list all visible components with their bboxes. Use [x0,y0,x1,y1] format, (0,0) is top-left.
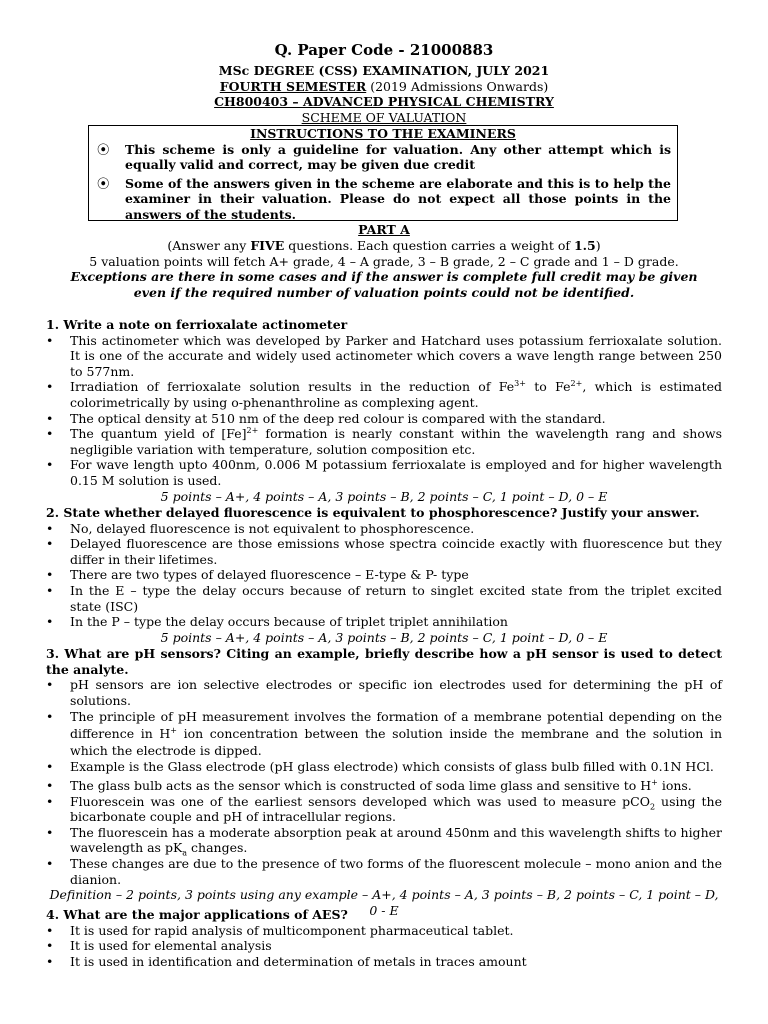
list-item [46,677,722,708]
instruction-item [89,176,677,223]
point-text: Irradiation of ferrioxalate solution results in the reduction of Fe [70,379,515,395]
bullet-icon: • [46,709,54,725]
superscript: 2+ [570,379,583,389]
point-text: In the E – type the delay occurs because of return to singlet excited state from the triplet excited state (ISC) [70,582,722,614]
paper-code: Q. Paper Code - 21000883 [274,41,494,59]
bullet-icon: • [46,582,54,598]
superscript: + [651,777,658,787]
grade-line: Definition – 2 points, 3 points using any example – A+, 4 points – A, 3 points – B, 2 points – C, 1 point – D, 0 - E [49,887,719,918]
bullet-icon: • [46,938,54,954]
answer-points [46,333,722,489]
superscript: + [170,726,177,736]
scheme-title: SCHEME OF VALUATION [301,110,467,125]
point-text: The fluorescein has a moderate absorption peak at around 450nm and this wavelength shifts to higher wavelength as pK [70,824,722,856]
circle-bullet-icon: ⦿ [97,175,110,191]
point-text: These changes are due to the presence of two forms of the fluorescent molecule – mono anion and the dianion. [70,855,722,887]
grade-line: 5 points – A+, 4 points – A, 3 points – B, 2 points – C, 1 point – D, 0 – E [160,488,608,504]
instruction-text: Some of the answers given in the scheme are elaborate and this is to help the examiner in their valuation. Please do not expect all those points in the answers of the students. [125,175,671,222]
point-text: ion concentration between the solution inside the membrane and the solution in which the electrode is dipped. [70,726,723,759]
question-3 [46,646,722,918]
point-text: The principle of pH measurement involves the formation of a membrane potential depending on the difference in H [70,709,722,742]
instructions-title: INSTRUCTIONS TO THE EXAMINERS [250,126,516,141]
point-text: It is used for rapid analysis of multicomponent pharmaceutical tablet. [70,922,514,938]
list-item [46,794,722,825]
point-text: ions. [657,777,692,793]
question-title: 1. Write a note on ferrioxalate actinometer [46,317,348,332]
bullet-icon: • [46,410,54,426]
part-a-instructions [0,238,768,254]
part-a-text: ) [595,238,601,253]
circle-bullet-icon: ⦿ [97,141,110,157]
semester-bold: FOURTH SEMESTER [219,79,367,94]
bullet-icon: • [46,777,54,793]
grade-scheme: 5 valuation points will fetch A+ grade, 4 – A grade, 3 – B grade, 2 – C grade and 1 – D grade. [89,254,679,269]
answer-points [46,923,722,970]
list-item [46,536,722,567]
point-text: No, delayed fluorescence is not equivalent to phosphorescence. [70,520,475,536]
semester-line [0,79,768,95]
point-text: to Fe [525,379,571,395]
question-1 [46,317,722,504]
point-text: The optical density at 510 nm of the deep red colour is compared with the standard. [70,410,606,426]
list-item [46,457,722,488]
list-item [46,521,722,537]
point-text: Delayed fluorescence are those emissions whose spectra coincide exactly with fluorescence but they differ in their lifetimes. [70,536,722,567]
point-text: formation is nearly constant within the wavelength rang and shows negligible variation with temperature, solution composition etc. [70,426,722,457]
point-text: using the bicarbonate couple and pH of intracellular regions. [70,793,722,825]
bullet-icon: • [46,677,54,693]
part-a-text: questions. Each question carries a weight of [284,238,574,253]
superscript: 2+ [246,426,259,435]
part-a-weight: 1.5 [573,238,596,253]
point-text: It is used in identification and determination of metals in traces amount [70,953,527,969]
instruction-item [89,142,677,173]
point-text: Example is the Glass electrode (pH glass electrode) which consists of glass bulb filled with 0.1N HCl. [70,759,714,775]
course-title: CH800403 – ADVANCED PHYSICAL CHEMISTRY [214,94,554,109]
subscript: a [182,848,188,858]
part-a-five: FIVE [250,238,285,253]
list-item [46,411,722,427]
bullet-icon: • [46,793,54,809]
point-text: It is used for elemental analysis [70,938,272,954]
bullet-icon: • [46,332,54,348]
list-item [46,923,722,939]
list-item [46,954,722,970]
bullet-icon: • [46,567,54,583]
exceptions-note: Exceptions are there in some cases and if the answer is complete full credit may be given even if the required number of valuation points could not be identified. [70,269,698,300]
bullet-icon: • [46,614,54,630]
question-title: 4. What are the major applications of AES? [46,907,348,922]
point-text: changes. [187,840,248,856]
bullet-icon: • [46,759,54,775]
point-text: In the P – type the delay occurs because of triplet triplet annihilation [70,614,508,630]
instruction-text: This scheme is only a guideline for valuation. Any other attempt which is equally valid and correct, may be given due credit [125,141,671,173]
bullet-icon: • [46,457,54,473]
point-text: This actinometer which was developed by Parker and Hatchard uses potassium ferrioxalate solution. It is one of the accurate and widely used actinometer which covers a wave length range between 250 to 577nm. [70,332,722,379]
list-item [46,759,722,775]
superscript: 3+ [514,379,526,389]
point-text: There are two types of delayed fluorescence – E-type & P- type [70,567,469,583]
point-text: pH sensors are ion selective electrodes or specific ion electrodes used for determining the pH of solutions. [70,677,722,708]
part-a-title: PART A [358,222,410,237]
bullet-icon: • [46,855,54,871]
bullet-icon: • [46,520,54,536]
list-item [46,708,722,759]
point-text: Fluorescein was one of the earliest sensors developed which was used to measure pCO [70,793,650,809]
bullet-icon: • [46,953,54,969]
instructions-box [88,125,678,221]
question-title: 3. What are pH sensors? Citing an example, briefly describe how a pH sensor is used to detect the analyte. [46,646,722,677]
list-item [46,333,722,380]
bullet-icon: • [46,426,54,442]
exam-title: MSc DEGREE (CSS) EXAMINATION, JULY 2021 [218,63,550,78]
list-item [46,567,722,583]
bullet-icon: • [46,824,54,840]
point-text: For wave length upto 400nm, 0.006 M potassium ferrioxalate is employed and for higher wavelength 0.15 M solution is used. [70,457,722,488]
point-text: , which is estimated colorimetrically by using o-phenanthroline as complexing agent. [70,379,722,410]
bullet-icon: • [46,379,54,395]
question-4 [46,907,722,969]
point-text: The quantum yield of [Fe] [70,426,247,442]
point-text: The glass bulb acts as the sensor which is constructed of soda lime glass and sensitive to H [70,777,652,793]
grade-line: 5 points – A+, 4 points – A, 3 points – B, 2 points – C, 1 point – D, 0 – E [160,629,608,645]
list-item [46,614,722,630]
bullet-icon: • [46,536,54,552]
list-item [46,778,722,794]
list-item [46,856,722,887]
bullet-icon: • [46,922,54,938]
question-title: 2. State whether delayed fluorescence is equivalent to phosphorescence? Justify your answer. [46,505,700,520]
list-item [46,379,722,410]
semester-rest: (2019 Admissions Onwards) [366,79,549,94]
list-item [46,426,722,457]
answer-points [46,521,722,630]
question-2 [46,505,722,645]
part-a-text: (Answer any [167,238,251,253]
answer-points [46,677,722,887]
list-item [46,583,722,614]
list-item [46,938,722,954]
subscript: 2 [649,802,656,812]
list-item [46,825,722,856]
